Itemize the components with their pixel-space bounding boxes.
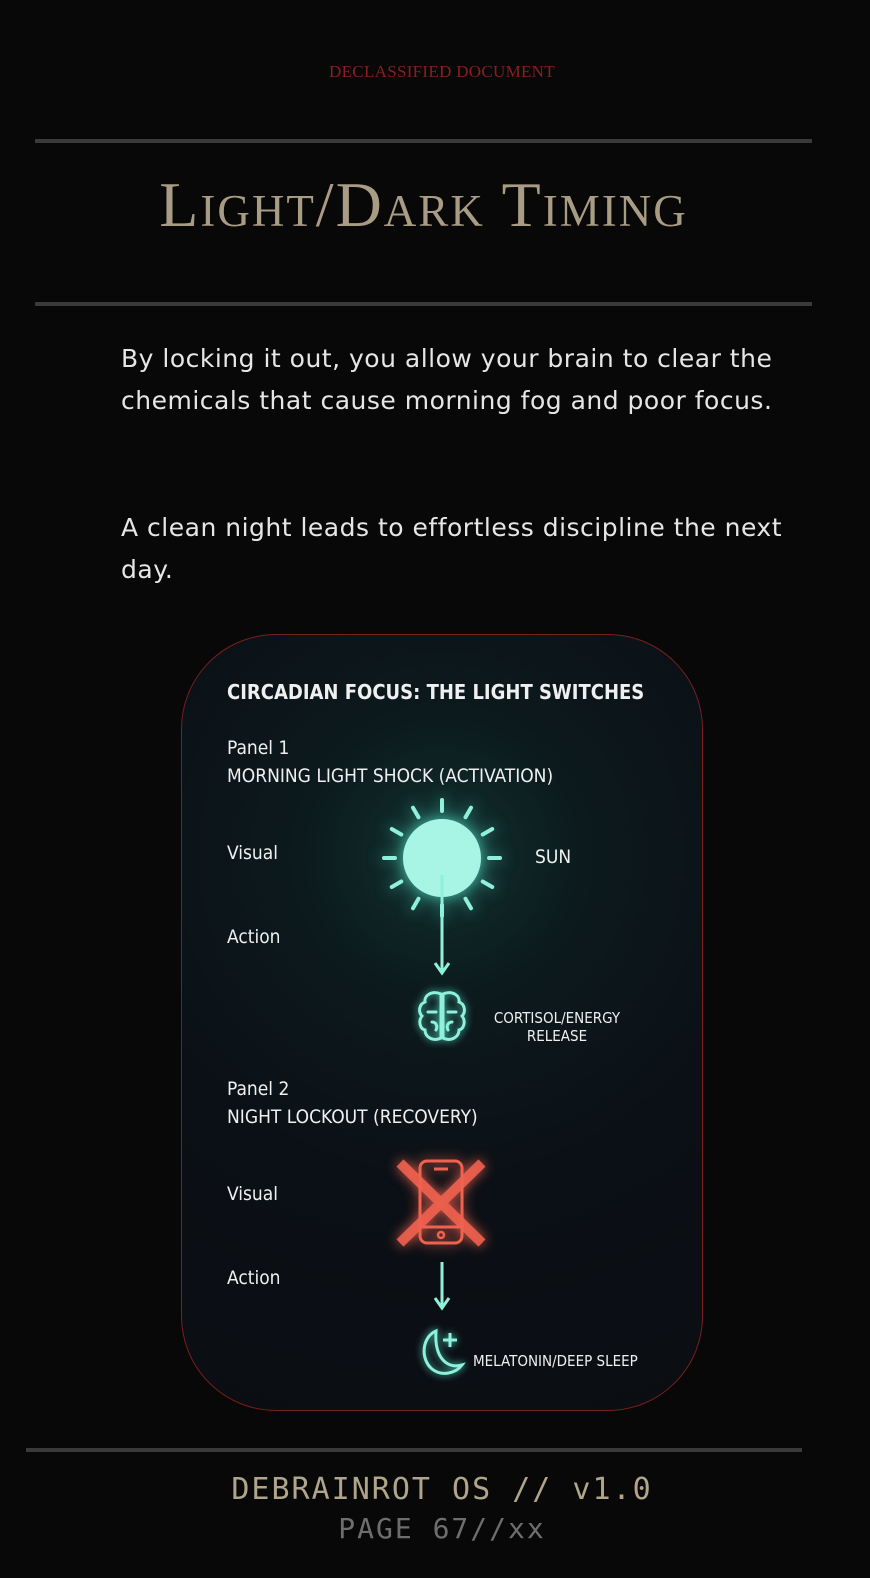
phone-crossed-icon — [394, 1157, 490, 1249]
panel-1-label: Panel 1 — [227, 737, 290, 759]
sun-ray — [466, 808, 472, 818]
panel-2-heading: NIGHT LOCKOUT (RECOVERY) — [227, 1106, 478, 1128]
arrow-down-icon — [432, 875, 452, 977]
body-paragraph: By locking it out, you allow your brain to clear the chemicals that cause morning fog and poor focus. — [121, 344, 773, 415]
sun-ray — [466, 899, 472, 909]
page-title: Light/Dark Timing — [159, 169, 688, 240]
body-paragraph: A clean night leads to effortless discipline the next day. — [121, 513, 783, 584]
page-number: PAGE 67//xx — [338, 1512, 546, 1545]
sun-ray — [392, 829, 402, 835]
infographic-title: CIRCADIAN FOCUS: THE LIGHT SWITCHES — [227, 680, 645, 704]
panel-1-heading: MORNING LIGHT SHOCK (ACTIVATION) — [227, 765, 554, 787]
title-divider — [35, 302, 812, 306]
arrow-down-icon — [432, 1262, 452, 1312]
sun-ray — [413, 899, 419, 909]
declassified-stamp: DECLASSIFIED DOCUMENT — [329, 62, 555, 81]
sun-ray — [413, 808, 419, 818]
brain-icon — [416, 990, 468, 1044]
panel-2-visual-label: Visual — [227, 1183, 278, 1205]
panel-2-action-label: Action — [227, 1267, 281, 1289]
melatonin-caption: MELATONIN/DEEP SLEEP — [473, 1352, 638, 1370]
infographic-card — [181, 634, 703, 1411]
panel-1-visual-label: Visual — [227, 842, 278, 864]
sun-ray — [483, 829, 493, 835]
sun-ray — [392, 882, 402, 888]
footer-brand: DEBRAINROT OS // v1.0 — [231, 1472, 653, 1507]
panel-1-action-label: Action — [227, 926, 281, 948]
cortisol-caption — [484, 1009, 630, 1045]
sun-caption: SUN — [535, 846, 572, 868]
sun-ray — [483, 882, 493, 888]
cortisol-line: CORTISOL/ENERGY — [493, 1009, 621, 1027]
release-line: RELEASE — [526, 1027, 588, 1045]
footer-divider — [26, 1448, 802, 1452]
top-divider — [35, 139, 812, 143]
panel-2-label: Panel 2 — [227, 1078, 290, 1100]
moon-plus-icon — [416, 1325, 468, 1379]
